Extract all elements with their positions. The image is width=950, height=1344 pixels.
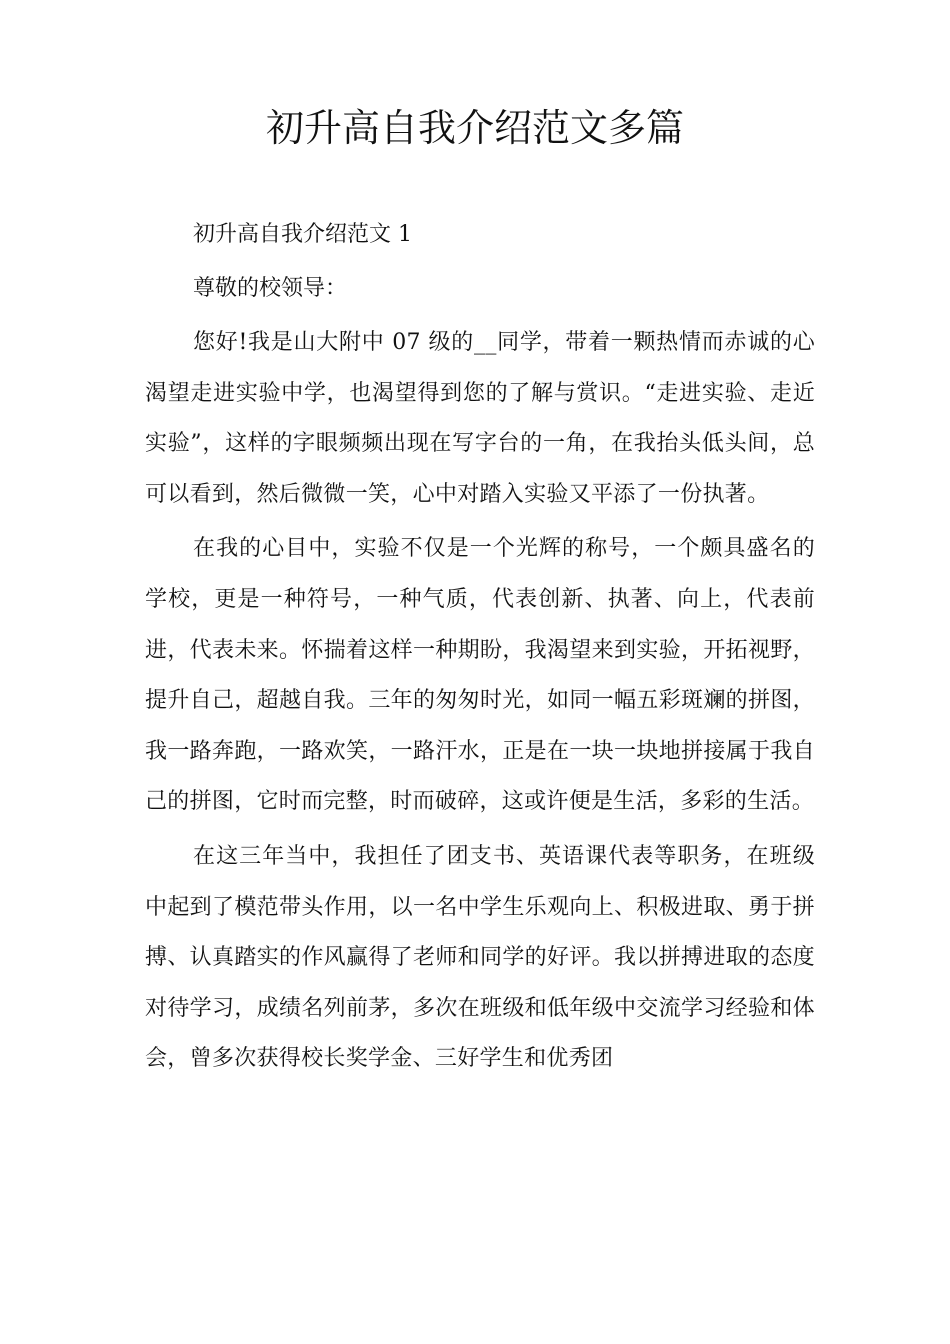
salutation: 尊敬的校领导：: [193, 276, 348, 301]
paragraph-2: 在我的心目中，实验不仅是一个光辉的称号，一个颇具盛名的学校，更是一种符号，一种气质，代表创新、执著、向上，代表前进，代表未来。怀揣着这样一种期盼，我渴望来到实验，开拓视野，提升自己，超越自我。三年的匆匆时光，如同一幅五彩斑斓的拼图，我一路奔跑，一路欢笑，一路汗水，正是在一块一块地拼接属于我自己的拼图，它时而完整，时而破碎，这或许便是生活，多彩的生活。: [145, 536, 815, 815]
document-body: [145, 210, 815, 1089]
section-heading: 初升高自我介绍范文 1: [193, 222, 412, 247]
paragraph-1: 您好!我是山大附中 07 级的__同学，带着一颗热情而赤诚的心渴望走进实验中学，也渴望得到您的了解与赏识。“走进实验、走近实验”，这样的字眼频频出现在写字台的一角，在我抬头低头间，总可以看到，然后微微一笑，心中对踏入实验又平添了一份执著。: [145, 330, 815, 507]
paragraph-3: 在这三年当中，我担任了团支书、英语课代表等职务，在班级中起到了模范带头作用，以一名中学生乐观向上、积极进取、勇于拼搏、认真踏实的作风赢得了老师和同学的好评。我以拼搏进取的态度对待学习，成绩名列前茅，多次在班级和低年级中交流学习经验和体会，曾多次获得校长奖学金、三好学生和优秀团: [145, 843, 815, 1072]
document-title: 初升高自我介绍范文多篇: [265, 106, 684, 150]
